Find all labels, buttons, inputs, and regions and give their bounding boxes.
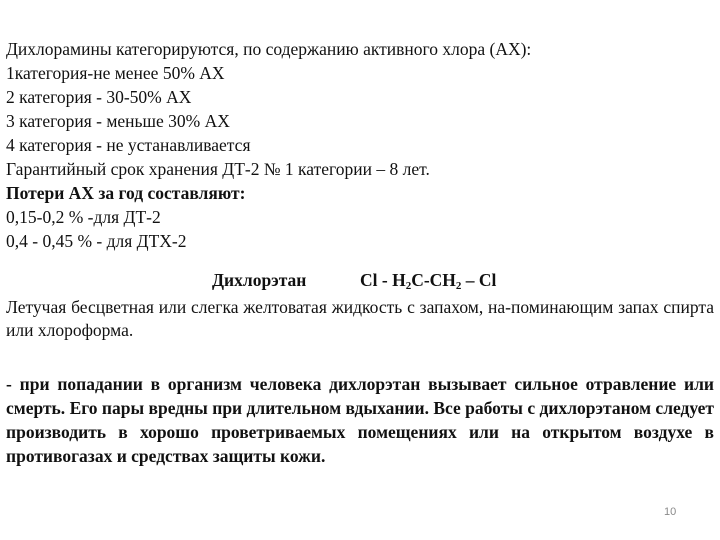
loss-line-dtx2: 0,4 - 0,45 % - для ДТХ-2 — [6, 231, 187, 251]
text-line-category-3: 3 категория - меньше 30% АХ — [6, 111, 230, 131]
text-line-category-1: 1категория-не менее 50% АХ — [6, 63, 225, 83]
text-line-intro: Дихлорамины категорируются, по содержанию активного хлора (АХ): — [6, 39, 532, 59]
text-line-category-2: 2 категория - 30-50% АХ — [6, 87, 192, 107]
formula-name: Дихлорэтан — [212, 270, 307, 290]
chemical-formula — [360, 268, 496, 292]
formula-part: – Cl — [461, 270, 497, 290]
formula-subscript: 2 — [455, 280, 462, 292]
warning-paragraph: - при попадании в организм человека дихлорэтан вызывает сильное отравление или смерть. Его пары вредны при длительном вдыхании. Все работы с дихлорэтаном следует производить в хорошо проветриваемых помещениях или на открытом воздухе в противогазах и средствах защиты кожи. — [6, 374, 714, 466]
formula-part: C-CH — [411, 270, 456, 290]
description-paragraph: Летучая бесцветная или слегка желтоватая жидкость с запахом, на-поминающим запах спирта или хлороформа. — [6, 297, 714, 340]
formula-row — [0, 268, 720, 292]
page-number: 10 — [664, 506, 677, 518]
formula-subscript: 2 — [405, 280, 412, 292]
losses-heading: Потери АХ за год составляют: — [6, 183, 246, 203]
formula-part: Cl - H — [360, 270, 406, 290]
loss-line-dt2: 0,15-0,2 % -для ДТ-2 — [6, 207, 161, 227]
text-line-storage: Гарантийный срок хранения ДТ-2 № 1 категории – 8 лет. — [6, 159, 430, 179]
text-line-category-4: 4 категория - не устанавливается — [6, 135, 251, 155]
